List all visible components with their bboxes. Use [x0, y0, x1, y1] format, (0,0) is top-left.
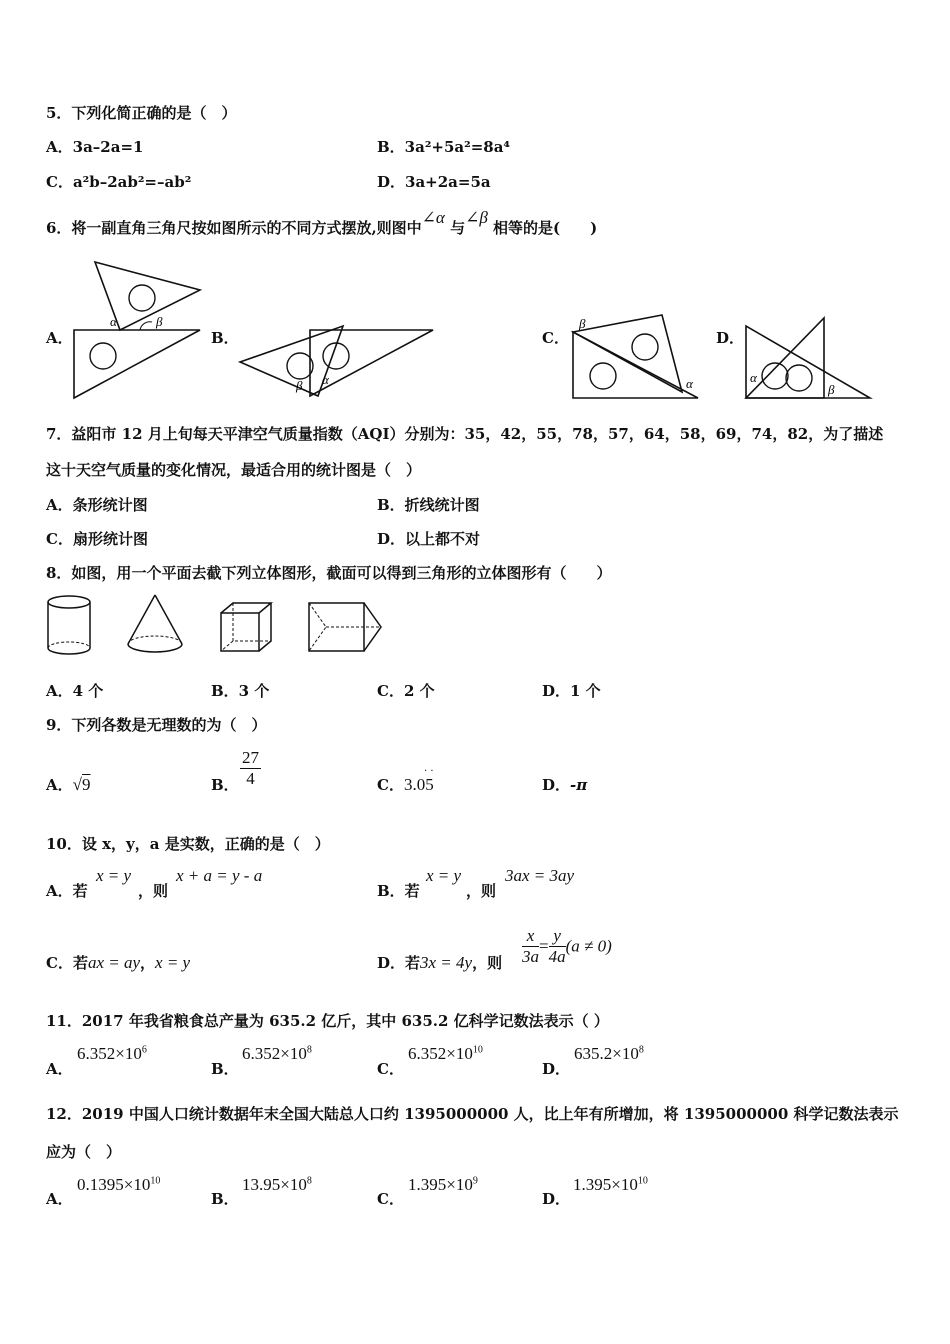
- q9-option-a-value: 9: [81, 775, 91, 794]
- q6-stem-part-b: 与: [450, 219, 466, 237]
- q9-option-b-fraction: [240, 748, 261, 789]
- q10-d-numerator-2: y: [549, 926, 566, 947]
- q5-option-a: A．3a–2a=1: [46, 138, 144, 156]
- q6c-alpha-label: α: [686, 376, 693, 391]
- q9-option-c: [377, 774, 434, 795]
- q7-option-c: C．扇形统计图: [46, 530, 148, 548]
- q11-stem: 11．2017 年我省粮食总产量为 635.2 亿斤，其中 635.2 亿科学记数法表示（ ）: [46, 1012, 609, 1030]
- q11-option-c-value: $6.352\times 10^{10}$: [408, 1044, 483, 1063]
- q6-stem: [46, 208, 598, 238]
- q9-option-d: [542, 774, 587, 795]
- q8-option-d: D．1 个: [542, 682, 601, 700]
- q7-option-a: A．条形统计图: [46, 496, 148, 514]
- q5-stem: 5．下列化简正确的是（ ）: [46, 104, 237, 122]
- q5-option-c: C．a²b–2ab²=–ab²: [46, 173, 192, 191]
- q10-option-b-result: 3ax = 3ay: [505, 866, 575, 885]
- q5-option-b: B．3a²+5a²=8a⁴: [377, 138, 510, 156]
- q10-d-denominator-2: 4a: [548, 947, 566, 966]
- q9-option-d-label: D．: [542, 776, 571, 794]
- q6-stem-part-c: 相等的是( ): [493, 219, 598, 237]
- q10-d-denominator-1: 3a: [522, 947, 539, 966]
- q12-option-b-value: $13.95\times 10^8$: [242, 1175, 312, 1194]
- q10-option-d-condition: 3x = 4y: [420, 953, 473, 972]
- q10-option-c-condition: ax = ay: [87, 953, 141, 972]
- q10-stem: 10．设 x，y，a 是实数，正确的是（ ）: [46, 835, 330, 853]
- q8-option-a: A．4 个: [46, 682, 104, 700]
- q6-label-a: A．: [46, 329, 73, 347]
- q9-option-a: [46, 774, 90, 795]
- q9-option-b-denominator: 4: [246, 769, 255, 788]
- q9-option-a-label: A．: [46, 776, 73, 794]
- q6-angle-beta: ∠β: [465, 208, 488, 227]
- q11-option-a-label: A．: [46, 1060, 73, 1078]
- q6-label-c: C．: [542, 329, 569, 347]
- q10-option-d-then: ，则: [472, 954, 503, 972]
- q6d-alpha-label: α: [750, 370, 757, 385]
- q12-option-b-label: B．: [211, 1190, 239, 1208]
- q12-option-c-label: C．: [377, 1190, 404, 1208]
- q10-option-b-condition: x = y: [426, 866, 462, 885]
- q8-option-b: B．3 个: [211, 682, 270, 700]
- q7-stem-line1: 7．益阳市 12 月上旬每天平津空气质量指数（AQI）分别为：35，42，55，78，57，64，58，69，74，82，为了描述: [46, 425, 884, 443]
- q6-figure-d: [742, 316, 877, 404]
- q12-option-d-label: D．: [542, 1190, 571, 1208]
- q12-stem-line2: 应为（ ）: [46, 1143, 122, 1161]
- q7-stem-line2: 这十天空气质量的变化情况，最适合用的统计图是（ ）: [46, 461, 422, 479]
- q9-option-b-label: B．: [211, 776, 239, 794]
- q7-option-b: B．折线统计图: [377, 496, 480, 514]
- q11-option-a-value: $6.352\times 10^6$: [77, 1044, 147, 1063]
- q12-stem-line1: 12．2019 中国人口统计数据年末全国大陆总人口约 1395000000 人，比上年有所增加，将 1395000000 科学记数法表示: [46, 1105, 899, 1123]
- q6-figure-b: [238, 322, 438, 402]
- q11-option-d-value: $635.2\times 10^8$: [574, 1044, 644, 1063]
- q8-cube-figure: [218, 600, 274, 656]
- q12-option-a-label: A．: [46, 1190, 73, 1208]
- q8-cone-figure: [124, 592, 188, 658]
- q11-option-b-label: B．: [211, 1060, 239, 1078]
- q9-stem: 9．下列各数是无理数的为（ ）: [46, 716, 267, 734]
- q10-option-c-separator: ，: [140, 954, 156, 972]
- q6b-alpha-label: α: [322, 372, 329, 387]
- q10-option-c-label: C．若: [46, 954, 88, 972]
- q6b-beta-label: β: [296, 378, 303, 393]
- q10-d-condition-tail: (a ≠ 0): [565, 936, 612, 956]
- q8-cylinder-figure: [44, 594, 96, 658]
- q9-option-b-numerator: 27: [242, 748, 259, 767]
- q6a-beta-label: β: [156, 314, 163, 329]
- q10-option-c-result: x = y: [155, 953, 191, 972]
- q7-option-d: D．以上都不对: [377, 530, 481, 548]
- q10-option-d-label: D．若: [377, 954, 421, 972]
- q6-label-b: B．: [211, 329, 239, 347]
- q8-prism-figure: [306, 600, 386, 656]
- q10-option-d-equation: [522, 926, 612, 967]
- q6d-beta-label: β: [828, 382, 835, 397]
- q12-option-c-value: $1.395\times 10^9$: [408, 1175, 478, 1194]
- q10-d-numerator-1: x: [522, 926, 539, 947]
- q12-option-a-value: $0.1395\times 10^{10}$: [77, 1175, 161, 1194]
- q8-stem: 8．如图，用一个平面去截下列立体图形，截面可以得到三角形的立体图形有（ ）: [46, 564, 612, 582]
- q11-option-c-label: C．: [377, 1060, 404, 1078]
- q12-option-d-value: $1.395\times 10^{10}$: [573, 1175, 648, 1194]
- q6-angle-alpha: ∠α: [421, 208, 445, 227]
- q10-d-equals: =: [539, 936, 549, 956]
- q6-stem-part-a: 6．将一副直角三角尺按如图所示的不同方式摆放,则图中: [46, 219, 422, 237]
- q6c-beta-label: β: [579, 316, 586, 331]
- q10-option-a-condition: x = y: [96, 866, 132, 885]
- q10-option-c: [46, 952, 190, 973]
- q6-figure-a: [70, 258, 205, 403]
- q6-figure-c: [570, 312, 705, 404]
- q9-option-d-value: -π: [570, 776, 588, 794]
- q9-option-c-label: C．: [377, 776, 404, 794]
- q6a-alpha-label: α: [110, 314, 117, 329]
- q10-option-a-result: x + a = y - a: [176, 866, 263, 885]
- q11-option-d-label: D．: [542, 1060, 571, 1078]
- q10-option-a-label: A．若: [46, 882, 88, 900]
- q6-label-d: D．: [716, 329, 745, 347]
- q10-option-b-then: ，则: [466, 882, 497, 900]
- q8-option-c: C．2 个: [377, 682, 435, 700]
- q10-option-d: [377, 952, 502, 973]
- q10-option-a-then: ，则: [138, 882, 169, 900]
- q9-sqrt-symbol: √: [72, 775, 82, 794]
- q5-option-d: D．3a+2a=5a: [377, 173, 491, 191]
- q9-option-c-value: 3.05: [403, 775, 434, 794]
- q11-option-b-value: $6.352\times 10^8$: [242, 1044, 312, 1063]
- q9-repeating-dots: · ·: [424, 766, 434, 777]
- q10-option-b-label: B．若: [377, 882, 420, 900]
